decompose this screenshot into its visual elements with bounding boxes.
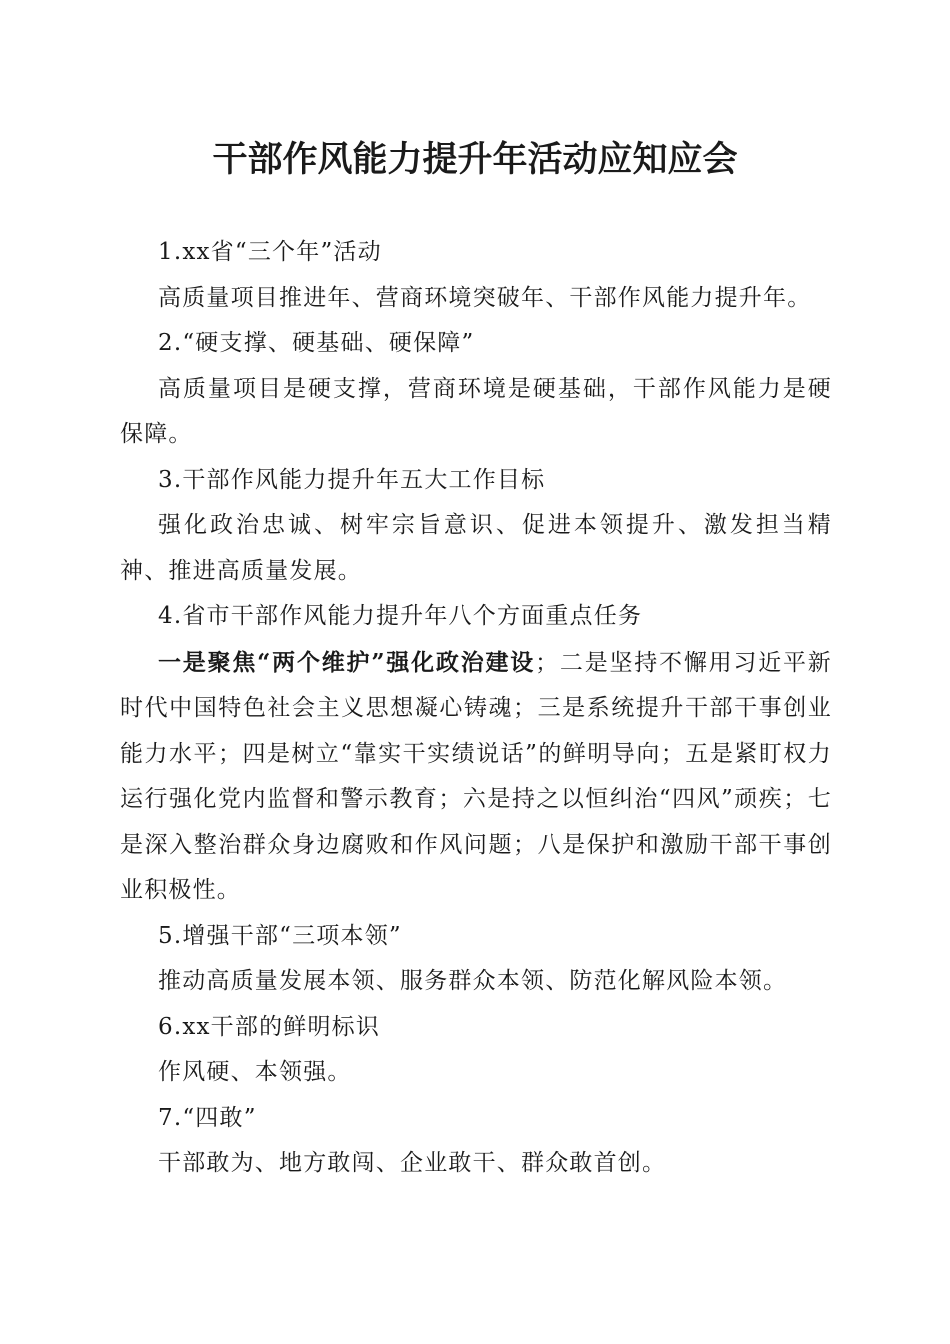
section-content-5: 推动高质量发展本领、服务群众本领、防范化解风险本领。	[158, 968, 788, 994]
document-title: 干部作风能力提升年活动应知应会	[212, 139, 738, 180]
section-heading-1: 1.xx省“三个年”活动	[158, 239, 382, 265]
section-heading-2: 2.“硬支撑、硬基础、硬保障”	[158, 330, 475, 356]
section-heading-4: 4.省市干部作风能力提升年八个方面重点任务	[158, 603, 643, 629]
section-content-4-bold: 一是聚焦“两个维护”强化政治建设	[158, 648, 536, 676]
section-content-7: 干部敢为、地方敢闯、企业敢干、群众敢首创。	[158, 1150, 667, 1176]
section-content-2: 高质量项目是硬支撑，营商环境是硬基础，干部作风能力是硬保障。	[120, 375, 832, 447]
section-heading-6: 6.xx干部的鲜明标识	[158, 1013, 381, 1040]
section-heading-7: 7.“四敢”	[158, 1104, 257, 1131]
section-heading-5: 5.增强干部“三项本领”	[158, 922, 402, 949]
document-body	[120, 230, 832, 1187]
section-content-3: 强化政治忠诚、树牢宗旨意识、促进本领提升、激发担当精神、推进高质量发展。	[120, 512, 832, 584]
section-content-6: 作风硬、本领强。	[158, 1059, 352, 1085]
section-content-4	[120, 640, 832, 914]
section-content-1: 高质量项目推进年、营商环境突破年、干部作风能力提升年。	[158, 284, 812, 311]
section-content-4-rest: ；二是坚持不懈用习近平新时代中国特色社会主义思想凝心铸魂；三是系统提升干部干事创业能力水平；四是树立“靠实干实绩说话”的鲜明导向；五是紧盯权力运行强化党内监督和警示教育；六是持之以恒纠治“四风”顽疾；七是深入整治群众身边腐败和作风问题；八是保护和激励干部干事创业积极性。	[120, 649, 832, 903]
section-heading-3: 3.干部作风能力提升年五大工作目标	[158, 466, 546, 493]
